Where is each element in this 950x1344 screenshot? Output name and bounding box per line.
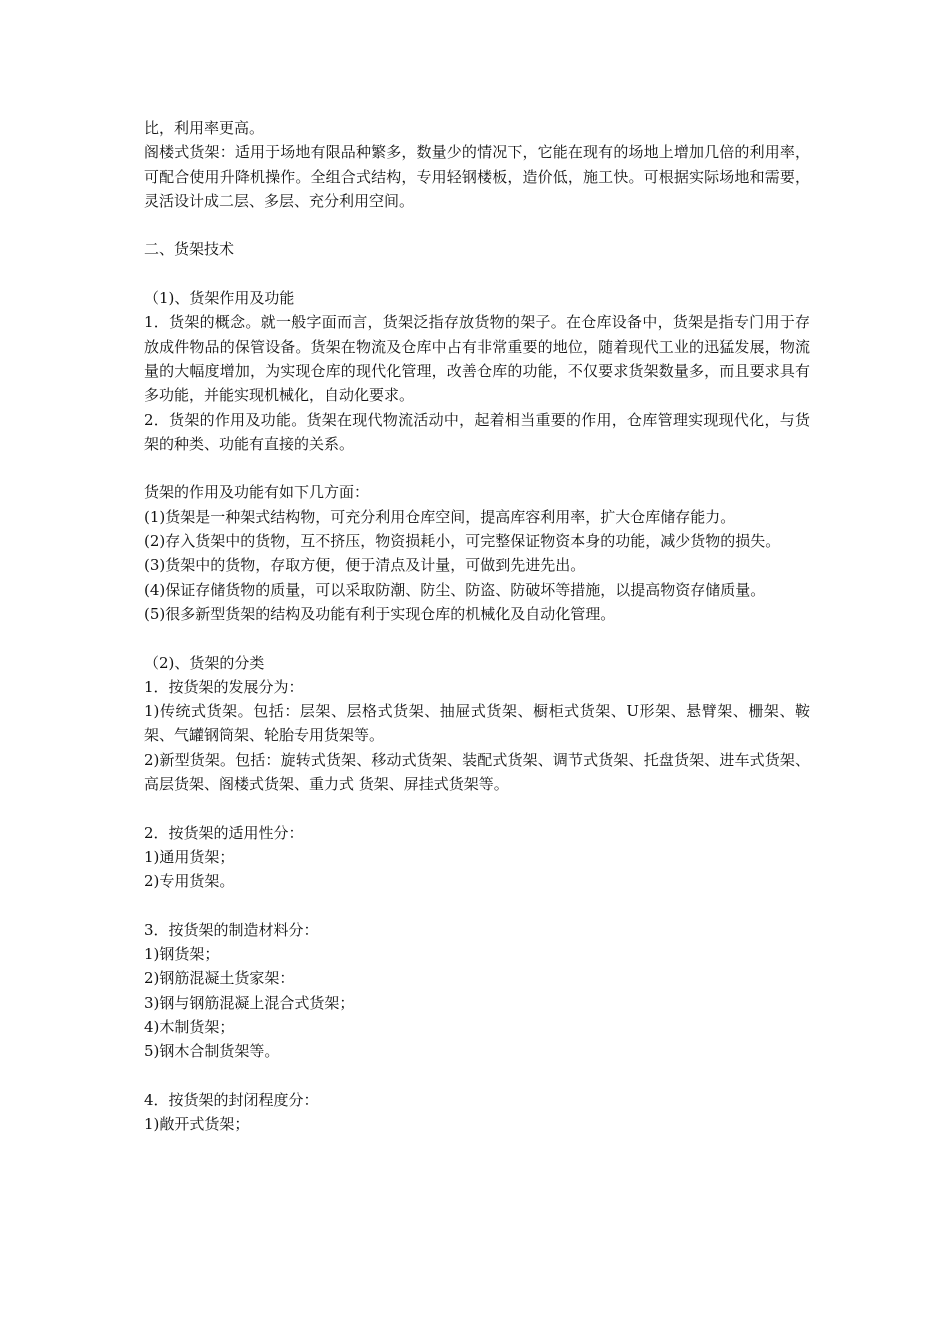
list-item: (4)保证存储货物的质量，可以采取防潮、防尘、防盗、防破坏等措施，以提高物资存储质量。 [144,580,766,599]
list-item: 2)专用货架。 [144,872,235,891]
list-item: 1)通用货架； [144,847,235,866]
blank-line [144,456,810,480]
text-line: 比，利用率更高。 [144,119,265,137]
document-page [144,116,810,1136]
blank-line [144,213,810,237]
paragraph-function: 2．货架的作用及功能。货架在现代物流活动中，起着相当重要的作用，仓库管理实现现代化，与货架的种类、功能有直接的关系。 [144,410,810,453]
category-heading: 4．按货架的封闭程度分： [144,1090,319,1109]
section-heading: 二、货架技术 [144,240,235,259]
blank-line [144,894,810,918]
subsection-heading: （1)、货架作用及功能 [144,289,295,308]
list-item: (3)货架中的货物，存取方便，便于清点及计量，可做到先进先出。 [144,556,586,575]
list-item: 5)钢木合制货架等。 [144,1042,280,1061]
list-item: 1)传统式货架。包括：层架、层格式货架、抽屉式货架、橱柜式货架、U形架、悬臂架、栅架、鞍架、气罐钢筒架、轮胎专用货架等。 [144,702,810,745]
paragraph-loft-shelf: 阁楼式货架：适用于场地有限品种繁多，数量少的情况下，它能在现有的场地上增加几倍的利用率，可配合使用升降机操作。全组合式结构，专用轻钢楼板，造价低，施工快。可根据实际场地和需要，灵活设计成二层、多层、充分利用空间。 [144,143,810,210]
list-item: 1)钢货架； [144,945,220,964]
category-heading: 2．按货架的适用性分： [144,823,304,842]
list-item: 1)敞开式货架； [144,1115,250,1134]
list-item: 4)木制货架； [144,1017,235,1036]
list-intro: 货架的作用及功能有如下几方面： [144,483,370,502]
subsection-heading: （2)、货架的分类 [144,653,265,672]
list-item: 2)新型货架。包括：旋转式货架、移动式货架、装配式货架、调节式货架、托盘货架、进车式货架、高层货架、阁楼式货架、重力式 货架、屏挂式货架等。 [144,750,810,794]
blank-line [144,1064,810,1088]
blank-line [144,626,810,650]
category-heading: 3．按货架的制造材料分： [144,920,319,939]
list-item: 2)钢筋混凝土货家架： [144,969,295,988]
blank-line [144,796,810,820]
list-item: (5)很多新型货架的结构及功能有利于实现仓库的机械化及自动化管理。 [144,604,616,623]
paragraph-concept: 1．货架的概念。就一般字面而言，货架泛指存放货物的架子。在仓库设备中，货架是指专门用于存放成件物品的保管设备。货架在物流及仓库中占有非常重要的地位，随着现代工业的迅猛发展，物流量的大幅度增加，为实现仓库的现代化管理，改善仓库的功能，不仅要求货架数量多，而且要求具有多功能，并能实现机械化，自动化要求。 [144,313,810,405]
list-item: (2)存入货架中的货物，互不挤压，物资损耗小，可完整保证物资本身的功能，减少货物的损失。 [144,532,781,551]
list-item: 3)钢与钢筋混凝上混合式货架； [144,993,355,1012]
list-item: (1)货架是一种架式结构物，可充分利用仓库空间，提高库容利用率，扩大仓库储存能力。 [144,507,736,526]
category-heading: 1．按货架的发展分为： [144,677,304,696]
blank-line [144,262,810,286]
